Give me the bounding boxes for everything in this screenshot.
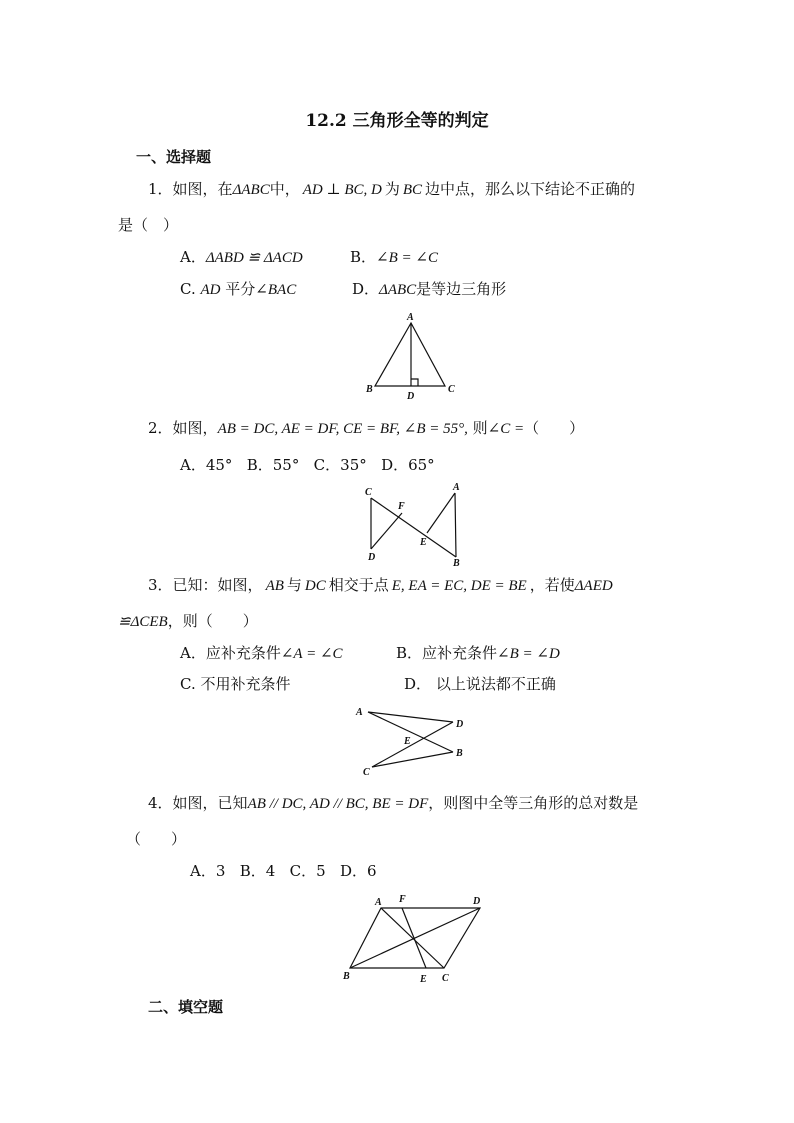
label-a: A <box>407 312 414 323</box>
diagonal-ac <box>381 908 444 968</box>
label-c: C <box>442 973 449 984</box>
option-d: D．65° <box>381 456 435 474</box>
label-a: A <box>356 707 363 718</box>
segment-df <box>371 513 402 549</box>
triangle-abc <box>375 323 445 386</box>
label-e: E <box>404 736 411 747</box>
label-a: A <box>375 897 382 908</box>
segment-ab <box>455 493 456 557</box>
option-d: D． 以上说法都不正确 <box>404 675 556 693</box>
question-number: 1． <box>148 180 173 198</box>
option-d: D．6 <box>339 862 377 880</box>
figure-1-isosceles-triangle <box>360 308 470 404</box>
right-angle-mark <box>411 379 418 386</box>
label-d: D <box>456 719 464 730</box>
question-4-options <box>190 860 377 882</box>
diagonal-bd <box>350 908 480 968</box>
question-4-stem: 4．如图，已知AB // DC, AD // BC, BE = DF，则图中全等三角形的总对数是 <box>148 794 639 812</box>
option-b: B．∠B = ∠C <box>350 248 438 266</box>
option-d: D．ΔABC是等边三角形 <box>352 280 507 298</box>
label-c: C <box>448 384 455 395</box>
label-f: F <box>398 501 405 512</box>
section-heading-fill: 二、填空题 <box>148 998 224 1016</box>
figure-2-two-triangles <box>360 478 470 568</box>
label-b: B <box>456 748 463 759</box>
option-a: A．45° <box>180 456 233 474</box>
option-c: C．35° <box>313 456 367 474</box>
segment-cd <box>372 722 453 767</box>
option-b: B．4 <box>239 862 276 880</box>
figure-4-parallelogram <box>335 888 495 988</box>
question-3-stem-line2: ≌ΔCEB，则（ ） <box>118 612 258 630</box>
label-d: D <box>407 391 415 402</box>
question-2-stem: 2．如图，AB = DC, AE = DF, CE = BF, ∠B = 55°, 则∠C =（ ） <box>148 419 585 437</box>
label-c: C <box>363 767 370 778</box>
figure-3-crossing-triangles <box>352 702 472 782</box>
question-number: 2． <box>148 419 173 437</box>
label-d: D <box>473 896 481 907</box>
label-c: C <box>365 487 372 498</box>
segment-cb <box>372 752 453 767</box>
question-2-options <box>180 454 435 476</box>
option-a: A．3 <box>190 862 226 880</box>
segment-af <box>427 493 455 533</box>
segment-ad <box>368 712 453 722</box>
segment-ce <box>371 498 456 557</box>
label-b: B <box>343 971 350 982</box>
section-heading-choice: 一、选择题 <box>136 148 212 166</box>
question-3-stem: 3．已知：如图， AB 与 DC 相交于点 E, EA = EC, DE = BE ，若使ΔAED <box>148 576 613 594</box>
page-title: 12.2 三角形全等的判定 <box>305 111 489 131</box>
label-b: B <box>453 558 460 569</box>
label-e: E <box>420 974 427 985</box>
segment-ef <box>402 908 426 968</box>
label-e: E <box>420 537 427 548</box>
label-f: F <box>399 894 406 905</box>
option-a: A．应补充条件∠A = ∠C <box>180 644 343 662</box>
label-a: A <box>453 482 460 493</box>
label-b: B <box>366 384 373 395</box>
question-number: 3． <box>148 576 173 594</box>
option-b: B．55° <box>246 456 300 474</box>
option-c: C．5 <box>289 862 326 880</box>
option-a: A．ΔABD ≌ ΔACD <box>180 248 303 266</box>
option-c: C. AD 平分∠BAC <box>180 280 297 298</box>
option-b: B．应补充条件∠B = ∠D <box>396 644 560 662</box>
question-1-stem: 1．如图，在ΔABC中， AD ⊥ BC, D 为 BC 边中点，那么以下结论不正确的 <box>148 180 636 198</box>
question-4-stem-line2: （ ） <box>126 830 187 848</box>
question-1-stem-line2: 是（ ） <box>118 216 179 234</box>
question-number: 4． <box>148 794 173 812</box>
option-c: C. 不用补充条件 <box>180 675 291 693</box>
label-d: D <box>368 552 376 563</box>
